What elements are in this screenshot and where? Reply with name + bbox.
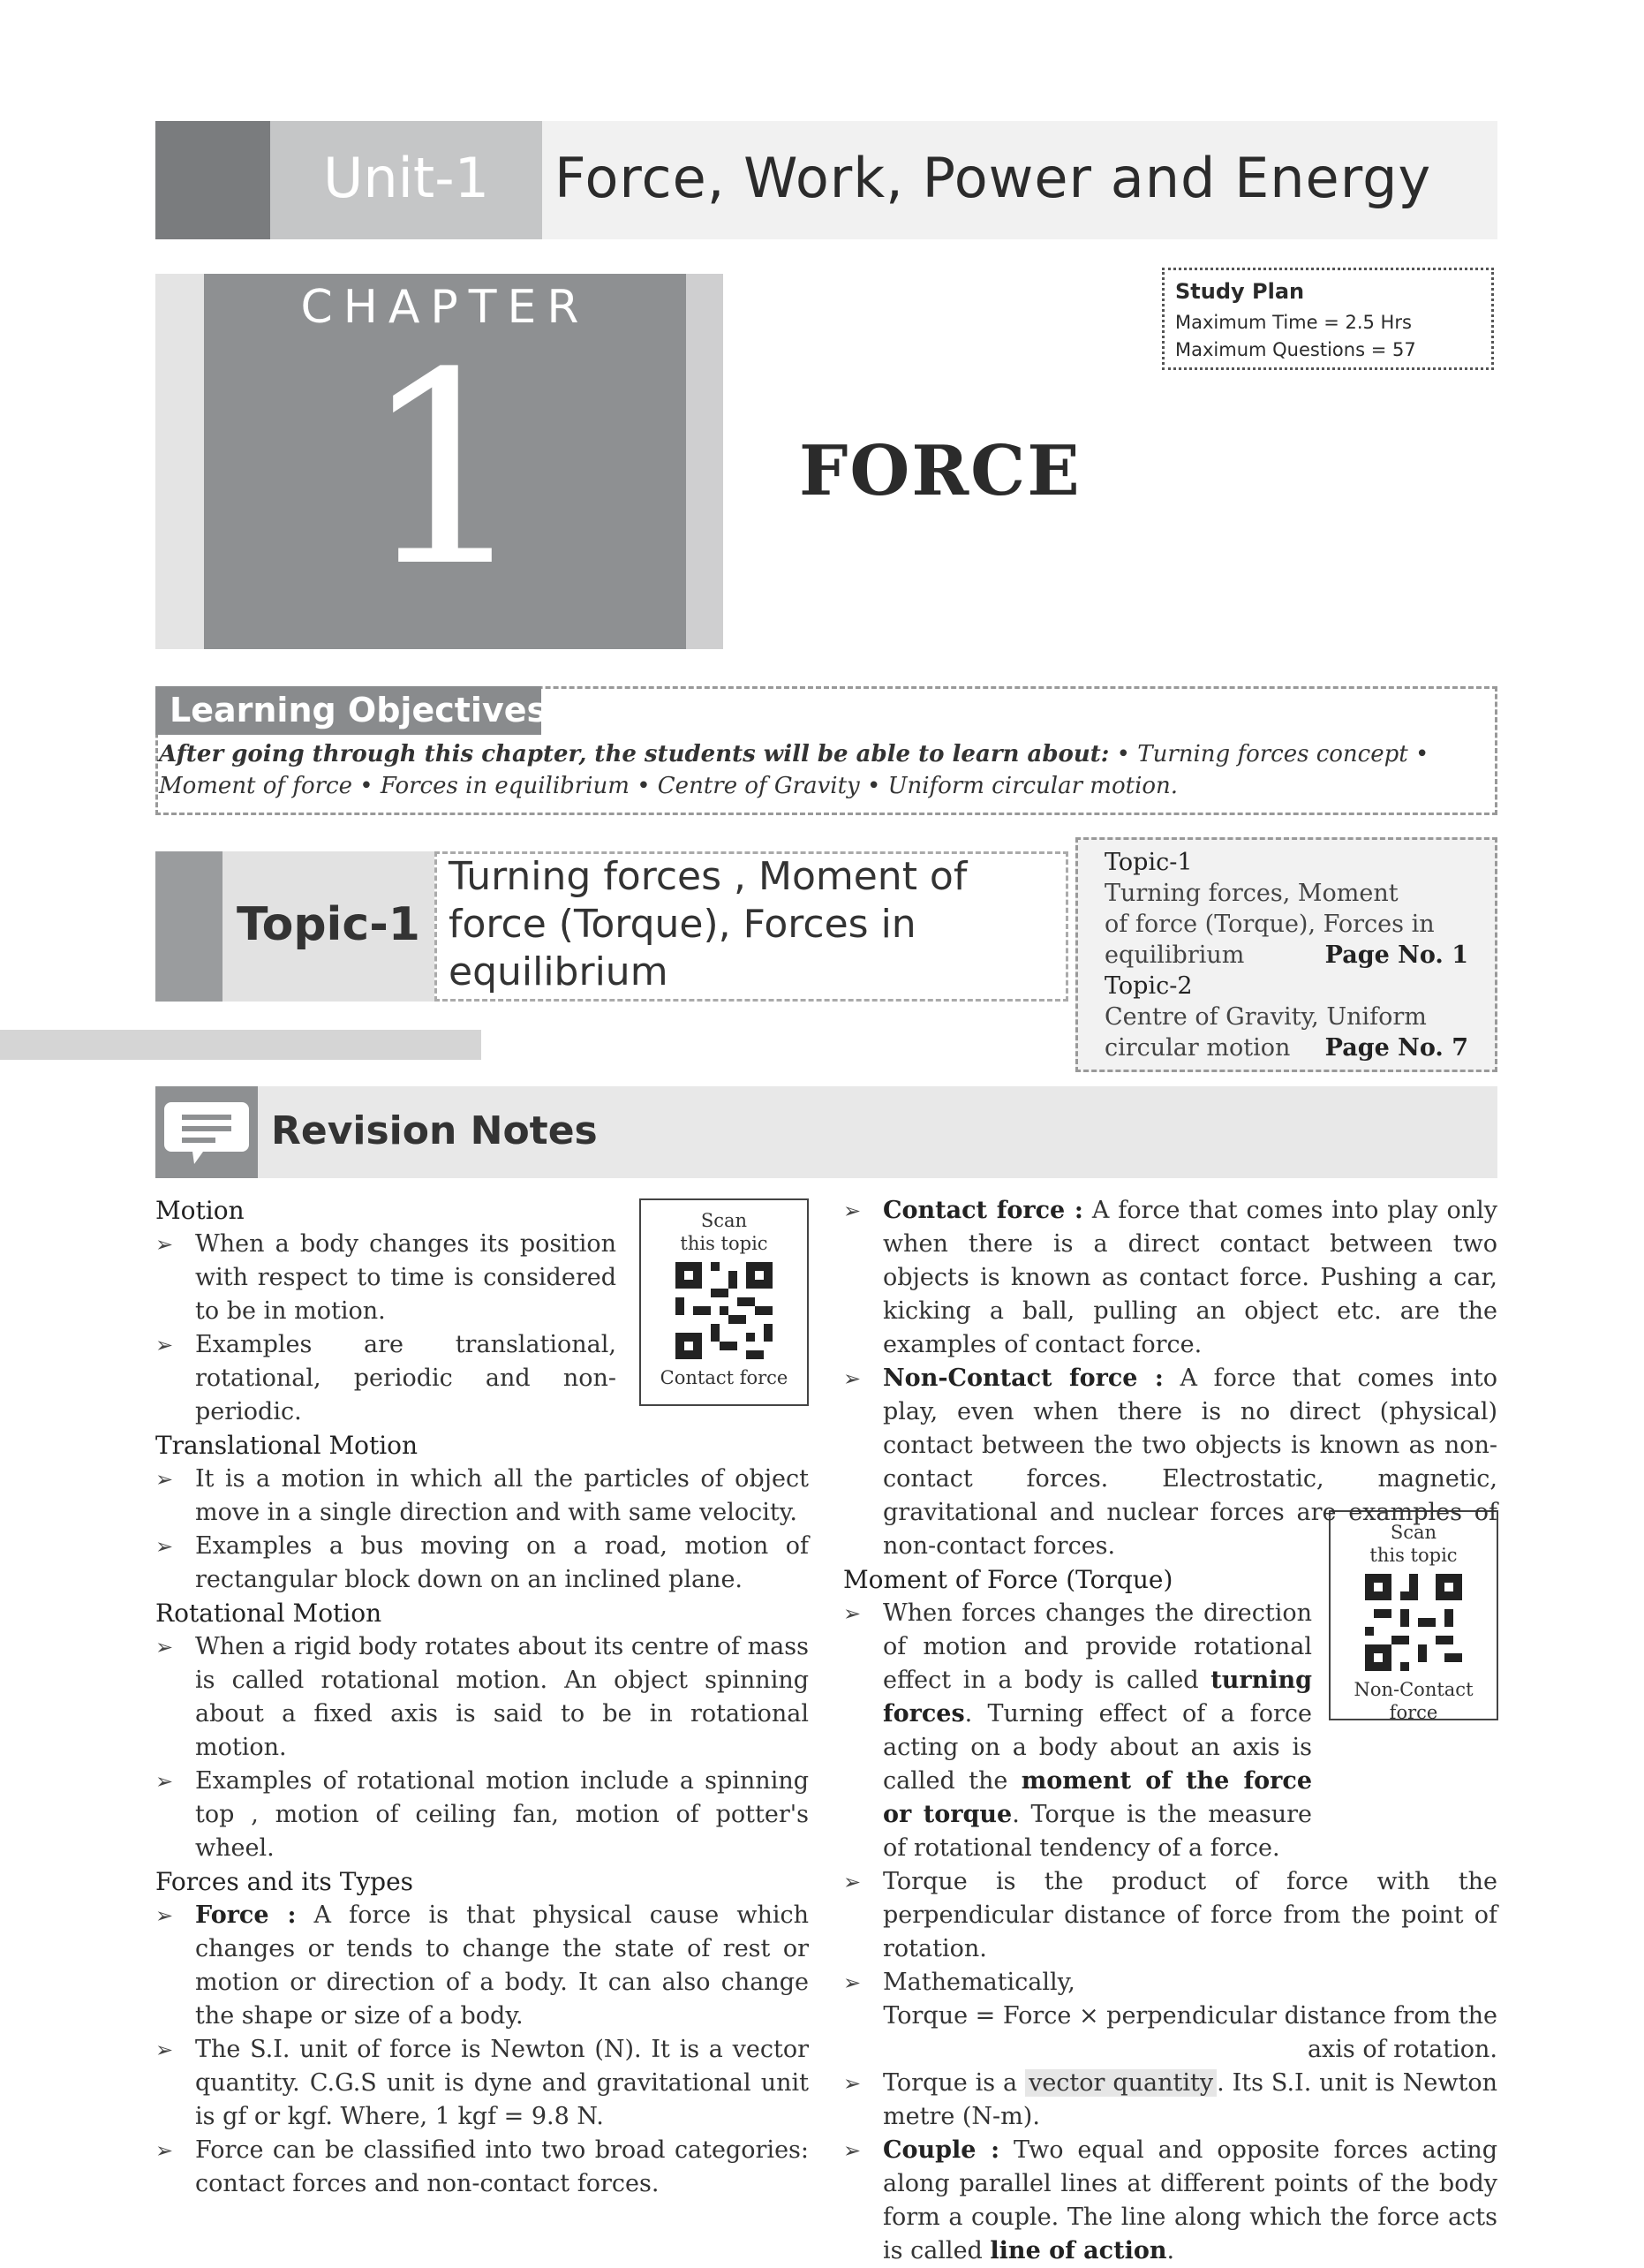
- text-segment: . Torque is the measure of rotational tendency of a force.: [883, 1801, 1313, 1862]
- unit-title: Force, Work, Power and Energy: [554, 146, 1432, 210]
- text-segment: When forces changes the direction of motion and provide rotational effect in a body is called: [883, 1599, 1312, 1694]
- bullet-motion-1: ➢ When a body changes its position with respect to time is considered to be in motion.: [155, 1228, 616, 1328]
- study-plan-time: Maximum Time = 2.5 Hrs: [1175, 312, 1412, 333]
- topic-index-t1-line3: equilibrium: [1105, 941, 1245, 969]
- topic-index-t1-page: Page No. 1: [1324, 941, 1468, 969]
- bullet-rotational-2: ➢ Examples of rotational motion include a spinning top , motion of ceiling fan, motion of potter's wheel.: [155, 1765, 809, 1865]
- chapter-block-edge: [686, 274, 723, 649]
- bullet-non-contact-force: [843, 1362, 1497, 1563]
- revision-notes-title: Revision Notes: [271, 1108, 598, 1153]
- bullet-couple: [843, 2134, 1497, 2268]
- study-plan-heading: Study Plan: [1175, 279, 1305, 304]
- bullet-force-classification: ➢ Force can be classified into two broad categories: contact forces and non-contact forces.: [155, 2134, 809, 2201]
- qr1-scan-label: Scan: [700, 1210, 748, 1231]
- left-column: [155, 1194, 809, 2201]
- text-segment: . Turning effect of a force acting on a body about an axis is called the: [883, 1700, 1312, 1795]
- topic-label: Topic-1: [237, 898, 420, 951]
- text-segment: Torque is a: [883, 2069, 1026, 2097]
- torque-equation-line-2: axis of rotation.: [1307, 2036, 1497, 2063]
- chapter-number: 1: [360, 316, 530, 624]
- right-column: [843, 1194, 1497, 2268]
- contact-force-definition: A force that comes into play only when there is a direct contact between two objects is known as contact force. Pushing a car, kicking a ball, pulling an object etc. are the examples of contact force.: [883, 1197, 1497, 1358]
- force-term: Force :: [195, 1901, 297, 1929]
- heading-rotational-motion: Rotational Motion: [155, 1599, 382, 1628]
- bullet-mathematically: ➢ Mathematically,: [843, 1966, 1497, 2000]
- unit-label: Unit-1: [322, 146, 490, 210]
- bullet-force-unit: ➢ The S.I. unit of force is Newton (N). It is a vector quantity. C.G.S unit is dyne and gravitational unit is gf or kgf. Where, 1 kgf = 9.8 N.: [155, 2033, 809, 2134]
- contact-force-term: Contact force :: [883, 1197, 1083, 1224]
- qr1-caption: Contact force: [660, 1367, 788, 1388]
- force-definition: A force is that physical cause which changes or tends to change the state of rest or motion or direction of a body. It can also change the shape or size of a body.: [195, 1901, 809, 2030]
- qr2-scan-label: Scan: [1390, 1522, 1437, 1543]
- topic-title: Turning forces , Moment of force (Torque), Forces in equilibrium: [449, 854, 968, 994]
- heading-motion: Motion: [155, 1196, 245, 1225]
- speech-bubble-icon: [155, 1086, 258, 1178]
- bullet-force-definition: [155, 1899, 809, 2033]
- moment-torque-term: moment of the force or torque: [883, 1767, 1313, 1828]
- qr1-scan-label-2: this topic: [680, 1233, 768, 1254]
- bullet-torque-vector: [843, 2067, 1497, 2134]
- bullet-rotational-1: ➢ When a rigid body rotates about its centre of mass is called rotational motion. An object spinning about a fixed axis is said to be in rotational motion.: [155, 1630, 809, 1765]
- topic-index-t1-label: Topic-1: [1105, 849, 1193, 876]
- topic-banner-dark: [155, 851, 222, 1002]
- qr2-caption-2: force: [1389, 1702, 1438, 1723]
- topic-index-t2-line2: circular motion: [1105, 1034, 1291, 1062]
- non-contact-force-term: Non-Contact force :: [883, 1365, 1164, 1392]
- bullet-turning-forces: [843, 1597, 1312, 1865]
- couple-definition: Two equal and opposite forces acting along parallel lines at different points of the body form a couple. The line along which the force acts is called: [883, 2136, 1498, 2264]
- text-segment: .: [1166, 2237, 1175, 2264]
- topic-index-t1-line2: of force (Torque), Forces in: [1105, 911, 1435, 938]
- qr2-caption-1: Non-Contact: [1354, 1679, 1474, 1700]
- bullet-motion-2: ➢ Examples are translational, rotational, periodic and non-periodic.: [155, 1328, 616, 1429]
- topic-index-t2-line1: Centre of Gravity, Uniform: [1105, 1003, 1427, 1031]
- chapter-word: CHAPTER: [300, 281, 590, 334]
- bullet-torque-product: ➢ Torque is the product of force with the perpendicular distance of force from the point of rotation.: [843, 1865, 1497, 1966]
- topic-index-t2-label: Topic-2: [1105, 972, 1193, 1000]
- learning-objectives-text: [159, 738, 1488, 802]
- couple-term: Couple :: [883, 2136, 1000, 2164]
- learning-objectives-lead: After going through this chapter, the students will be able to learn about:: [159, 741, 1110, 767]
- bullet-translational-2: ➢ Examples a bus moving on a road, motion of rectangular block down on an inclined plane.: [155, 1530, 809, 1597]
- chapter-title: FORCE: [799, 431, 1082, 511]
- vector-quantity-highlight: vector quantity: [1025, 2069, 1217, 2097]
- heading-forces-types: Forces and its Types: [155, 1867, 414, 1896]
- heading-translational-motion: Translational Motion: [155, 1431, 419, 1460]
- turning-forces-term: turning forces: [883, 1667, 1312, 1727]
- learning-objectives-items: • Turning forces concept • Moment of force • Forces in equilibrium • Centre of Gravity • Uniform circular motion.: [159, 741, 1429, 799]
- unit-banner-dark-block: [155, 121, 270, 239]
- bullet-translational-1: ➢ It is a motion in which all the particles of object move in a single direction and with same velocity.: [155, 1463, 809, 1530]
- revision-notes-icon-box: [155, 1086, 258, 1178]
- non-contact-force-definition: A force that comes into play, even when there is no direct (physical) contact between the two objects is known as non-contact forces. Electrostatic, magnetic, gravitational and nuclear forces are examples of non-contact forces.: [883, 1365, 1497, 1560]
- topic-index-t1-line1: Turning forces, Moment: [1105, 880, 1399, 907]
- study-plan-box: [1162, 268, 1494, 370]
- study-plan-questions: Maximum Questions = 57: [1175, 339, 1416, 360]
- topic-index-t2-page: Page No. 7: [1324, 1034, 1468, 1062]
- torque-equation-line-1: Torque = Force × perpendicular distance from the: [883, 2002, 1497, 2030]
- learning-objectives-title: Learning Objectives: [170, 691, 547, 730]
- qr2-scan-label-2: this topic: [1369, 1545, 1458, 1566]
- heading-moment-of-force: Moment of Force (Torque): [843, 1565, 1173, 1594]
- bullet-contact-force: [843, 1194, 1497, 1362]
- topic-index-box: [1075, 837, 1497, 1072]
- divider-strip: [0, 1030, 481, 1060]
- line-of-action-term: line of action: [990, 2237, 1167, 2264]
- text-segment: . Its S.I. unit is Newton metre (N-m).: [883, 2069, 1498, 2130]
